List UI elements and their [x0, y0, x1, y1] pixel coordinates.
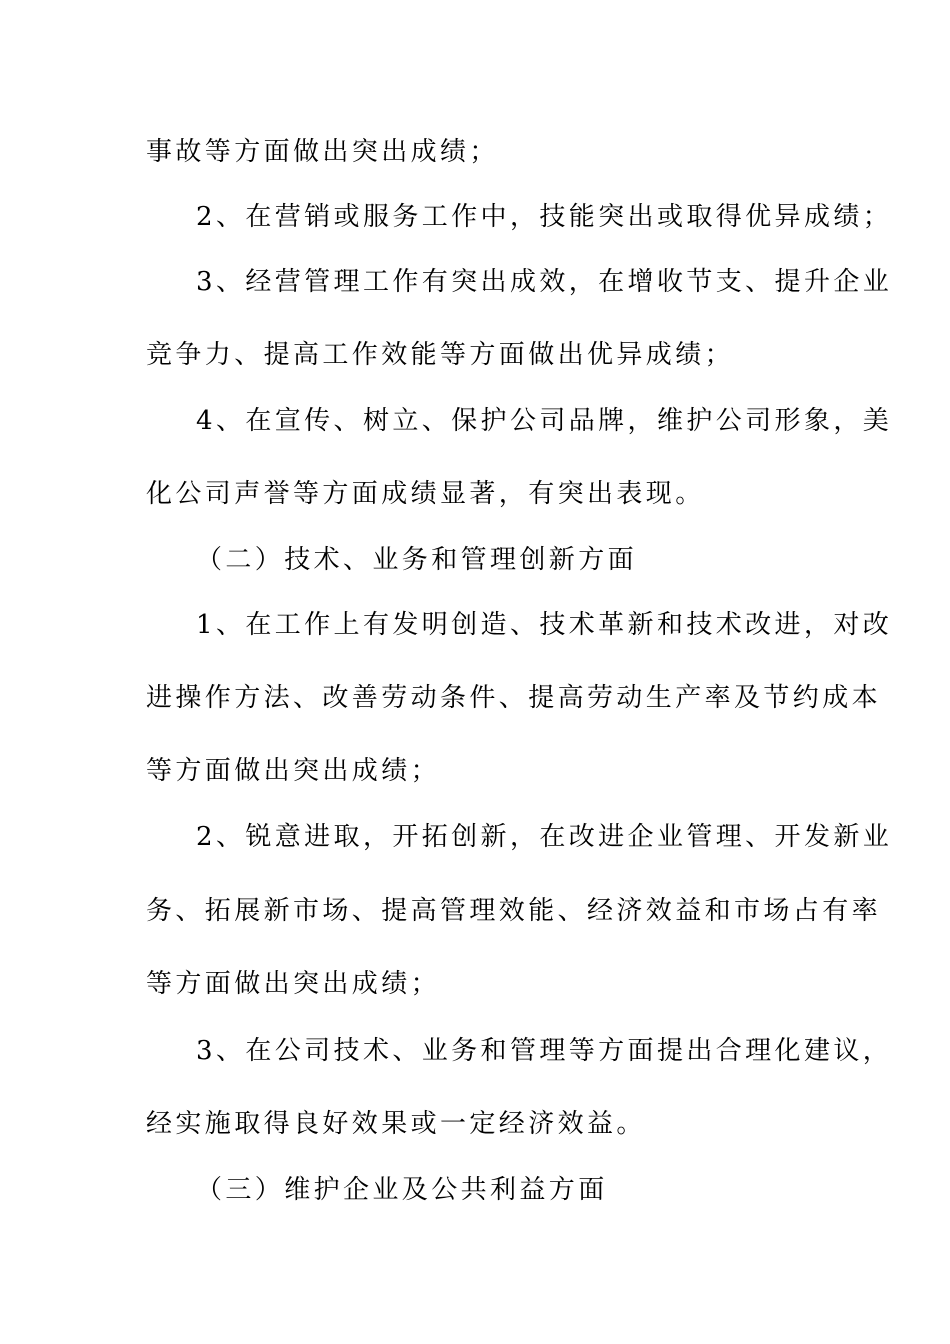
text-line: 2、锐意进取，开拓创新，在改进企业管理、开发新业 — [196, 822, 893, 852]
text-line: 等方面做出突出成绩； — [146, 969, 441, 999]
text-line: 事故等方面做出突出成绩； — [146, 137, 499, 167]
text-line: 进操作方法、改善劳动条件、提高劳动生产率及节约成本 — [146, 683, 882, 713]
text-line: 经实施取得良好效果或一定经济效益。 — [146, 1109, 646, 1139]
section-heading: （二）技术、业务和管理创新方面 — [196, 545, 638, 575]
text-line: 等方面做出突出成绩； — [146, 756, 441, 786]
text-line: 务、拓展新市场、提高管理效能、经济效益和市场占有率 — [146, 896, 882, 926]
text-line: 3、在公司技术、业务和管理等方面提出合理化建议， — [196, 1036, 893, 1066]
text-line: 4、在宣传、树立、保护公司品牌，维护公司形象，美 — [196, 406, 893, 436]
text-line: 1、在工作上有发明创造、技术革新和技术改进，对改 — [196, 610, 893, 640]
text-line: 3、经营管理工作有突出成效，在增收节支、提升企业 — [196, 267, 893, 297]
text-line: 2、在营销或服务工作中，技能突出或取得优异成绩； — [196, 202, 893, 232]
text-line: 竞争力、提高工作效能等方面做出优异成绩； — [146, 340, 735, 370]
section-heading: （三）维护企业及公共利益方面 — [196, 1175, 608, 1205]
text-line: 化公司声誉等方面成绩显著，有突出表现。 — [146, 479, 705, 509]
